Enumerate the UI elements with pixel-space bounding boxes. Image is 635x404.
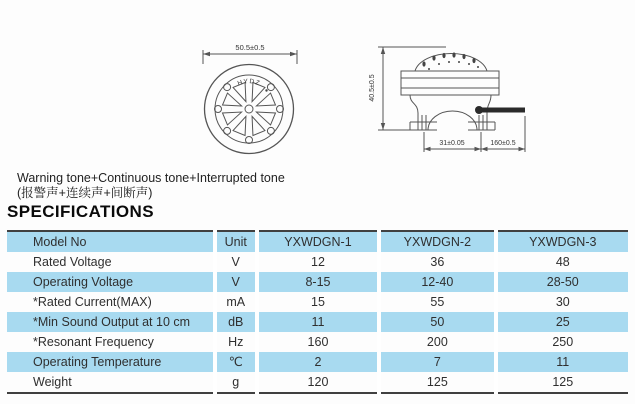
front-view-svg bbox=[155, 38, 345, 166]
cell-value: 11 bbox=[496, 352, 628, 372]
cell-label: Operating Temperature bbox=[7, 352, 215, 372]
cell-value: 120 bbox=[257, 372, 379, 393]
cell-unit: mA bbox=[215, 292, 257, 312]
cell-unit: ℃ bbox=[215, 352, 257, 372]
tone-description-cn: (报警声+连续声+间断声) bbox=[17, 186, 153, 200]
dim-arrow bbox=[381, 123, 385, 130]
cell-unit: V bbox=[215, 252, 257, 272]
logo-dot bbox=[265, 89, 267, 91]
table-row bbox=[7, 372, 628, 393]
front-view-drawing bbox=[155, 38, 345, 166]
cell-unit: g bbox=[215, 372, 257, 393]
cell-value: 160 bbox=[257, 332, 379, 352]
hole-spacing-label: 31±0.05 bbox=[439, 140, 465, 147]
dome-holes bbox=[422, 52, 479, 70]
cell-unit: V bbox=[215, 272, 257, 292]
section-title: SPECIFICATIONS bbox=[7, 202, 154, 221]
cell-value: 8-15 bbox=[257, 272, 379, 292]
dome-outline bbox=[415, 53, 487, 71]
cell-value: 12-40 bbox=[379, 272, 495, 292]
dim-arrow bbox=[424, 147, 431, 151]
outer-rim bbox=[205, 65, 294, 154]
dim-arrow bbox=[290, 52, 297, 56]
cell-unit: dB bbox=[215, 312, 257, 332]
table-row bbox=[7, 352, 628, 372]
cell-value: 7 bbox=[379, 352, 495, 372]
cell-value: 125 bbox=[379, 372, 495, 393]
dim-arrow bbox=[381, 47, 385, 54]
header-unit: Unit bbox=[215, 231, 257, 252]
side-view-svg bbox=[358, 26, 608, 178]
cell-label: Rated Voltage bbox=[33, 255, 112, 269]
cell-value: 48 bbox=[496, 252, 628, 272]
cell-unit: Hz bbox=[215, 332, 257, 352]
center-hole bbox=[245, 105, 253, 113]
spec-table bbox=[7, 230, 628, 394]
tone-description-en: Warning tone+Continuous tone+Interrupted tone bbox=[17, 171, 285, 185]
cell-value: 15 bbox=[257, 292, 379, 312]
header-model-1: YXWDGN-1 bbox=[257, 231, 379, 252]
table-row bbox=[7, 252, 628, 272]
wire-length-label: 160±0.5 bbox=[490, 140, 516, 147]
cell-value: 12 bbox=[257, 252, 379, 272]
bracket-arch bbox=[428, 111, 477, 130]
right-foot bbox=[468, 122, 495, 130]
inner-rim bbox=[215, 75, 283, 143]
cell-value: 28-50 bbox=[496, 272, 628, 292]
bracket-left-side bbox=[410, 95, 418, 130]
wire-lead bbox=[475, 106, 525, 114]
header-model-no: Model No bbox=[7, 231, 215, 252]
cell-value: 50 bbox=[379, 312, 495, 332]
left-foot bbox=[410, 122, 437, 130]
brand-logo-text: HYDZ bbox=[236, 78, 262, 88]
cell-value: 2 bbox=[257, 352, 379, 372]
table-row bbox=[7, 312, 628, 332]
table-row bbox=[7, 292, 628, 312]
side-height-label: 40.5±0.5 bbox=[369, 74, 376, 102]
cell-value: 125 bbox=[496, 372, 628, 393]
side-view-drawing bbox=[358, 26, 608, 178]
svg-text:HYDZ bbox=[237, 78, 262, 87]
dim-arrow bbox=[203, 52, 210, 56]
header-model-3: YXWDGN-3 bbox=[496, 231, 628, 252]
cell-value: 250 bbox=[496, 332, 628, 352]
dim-arrow bbox=[475, 147, 482, 151]
cell-label: *Rated Current(MAX) bbox=[33, 295, 152, 309]
cell-label: *Resonant Frequency bbox=[33, 335, 154, 349]
header-model-2: YXWDGN-2 bbox=[379, 231, 495, 252]
table-row bbox=[7, 272, 628, 292]
tone-description bbox=[17, 171, 285, 201]
flange bbox=[401, 71, 499, 95]
cell-value: 11 bbox=[257, 312, 379, 332]
dim-arrow bbox=[481, 147, 488, 151]
cell-value: 30 bbox=[496, 292, 628, 312]
grill-holes bbox=[215, 84, 284, 144]
front-diameter-label: 50.5±0.5 bbox=[235, 43, 265, 52]
cell-value: 55 bbox=[379, 292, 495, 312]
cell-value: 25 bbox=[496, 312, 628, 332]
cell-label: Weight bbox=[33, 375, 72, 389]
dim-arrow bbox=[519, 147, 526, 151]
table-header-row bbox=[7, 231, 628, 252]
table-row bbox=[7, 332, 628, 352]
cell-label: Operating Voltage bbox=[7, 272, 215, 292]
cell-value: 36 bbox=[379, 252, 495, 272]
cell-label: *Min Sound Output at 10 cm bbox=[7, 312, 215, 332]
cell-value: 200 bbox=[379, 332, 495, 352]
